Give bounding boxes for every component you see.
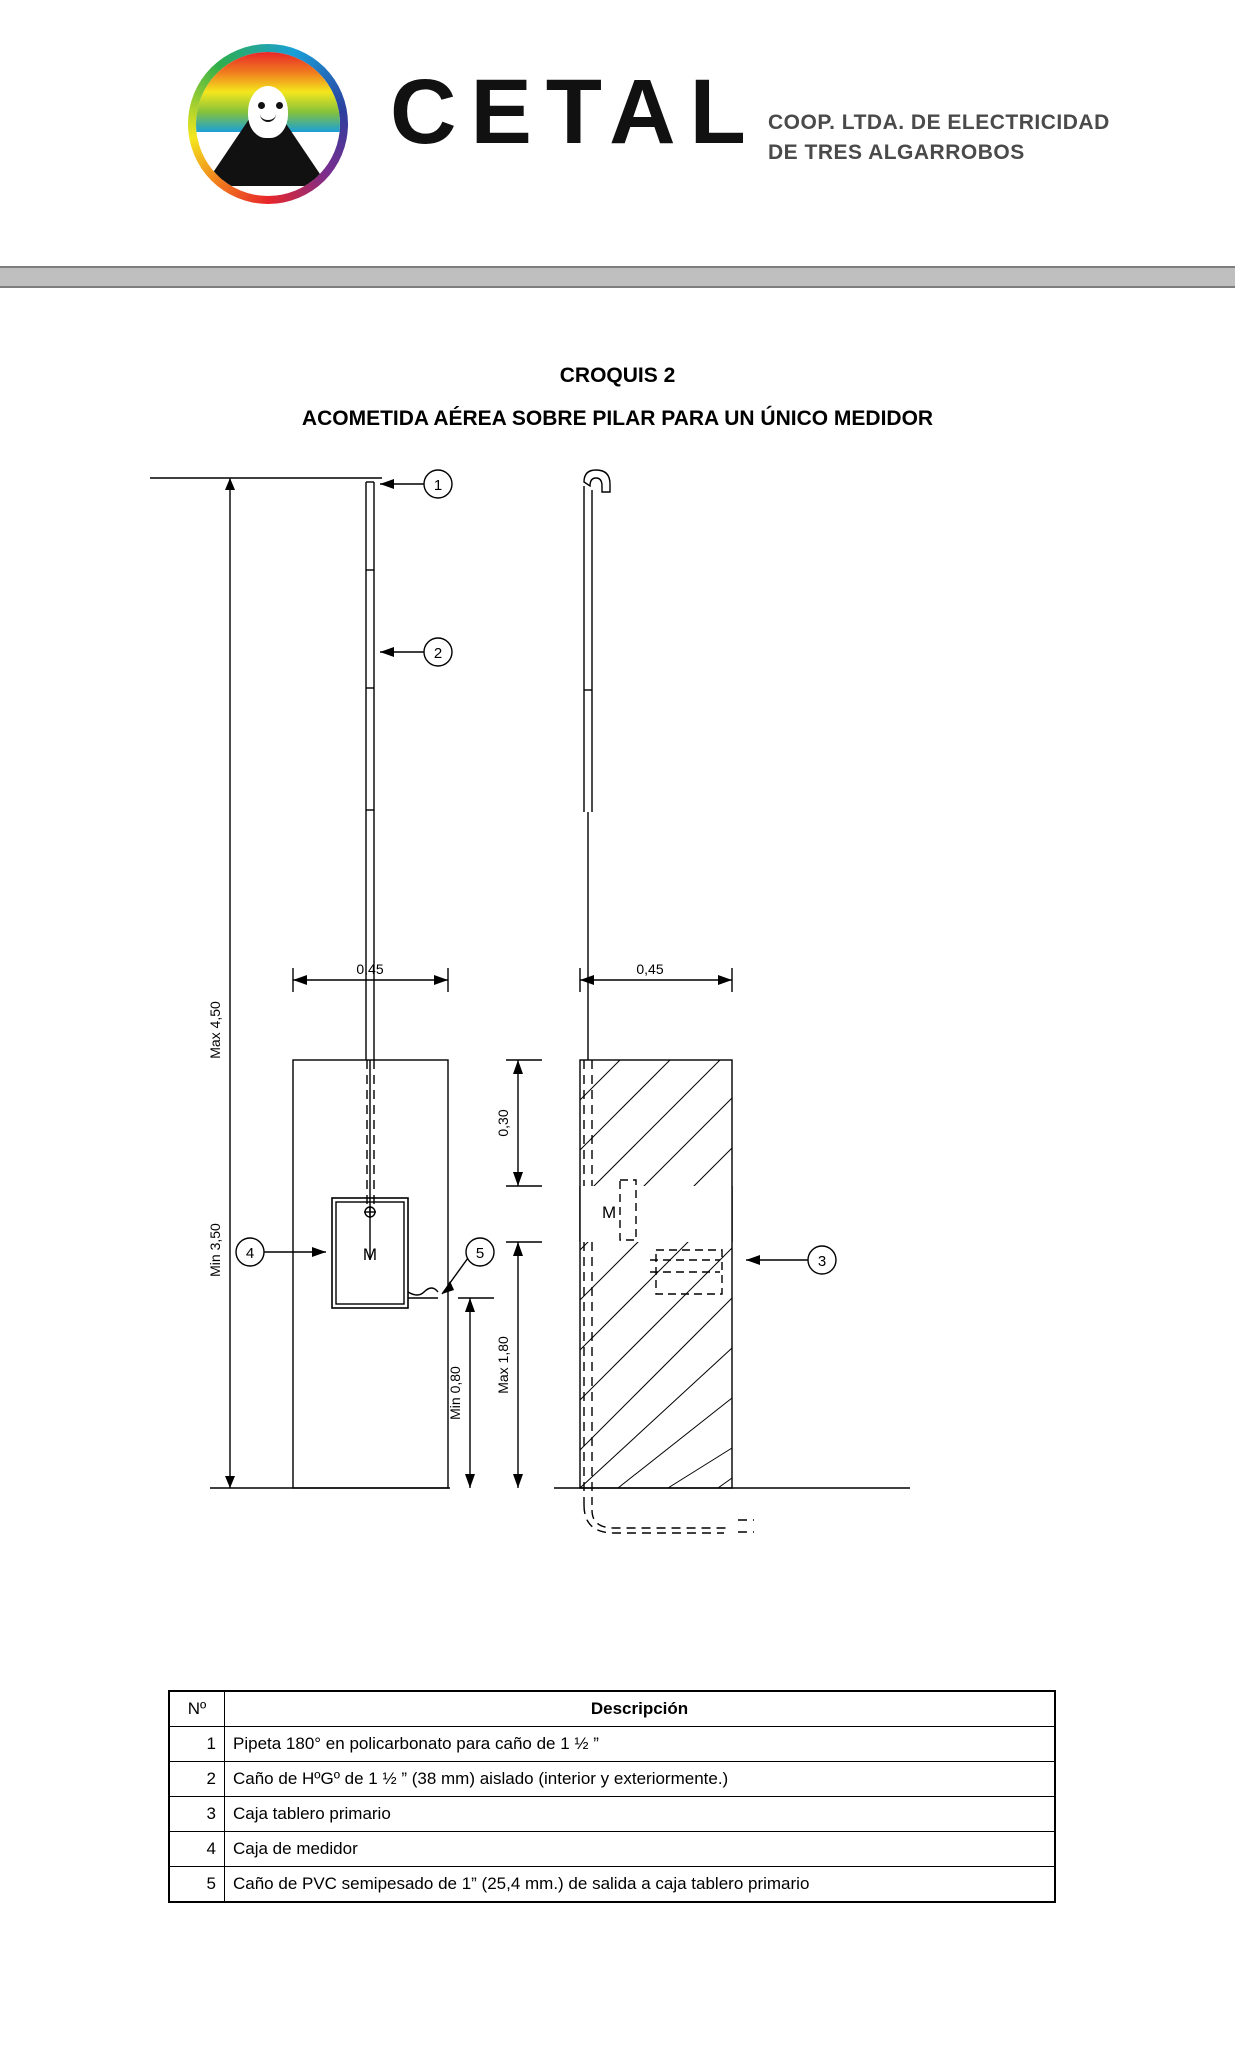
table-row xyxy=(169,1762,1055,1797)
page-subtitle: ACOMETIDA AÉREA SOBRE PILAR PARA UN ÚNICO MEDIDOR xyxy=(301,407,934,430)
table-row xyxy=(169,1797,1055,1832)
legend-table xyxy=(168,1690,1056,1903)
dimension-top-depth: 0,30 xyxy=(495,1109,511,1137)
logo-letter: L xyxy=(322,168,330,178)
callout-1-label: 1 xyxy=(433,477,443,494)
row-num: 4 xyxy=(169,1832,225,1867)
page-header xyxy=(0,0,1235,266)
callout-2-label: 2 xyxy=(433,645,443,662)
dimension-meter-max: Max 1,80 xyxy=(495,1336,511,1394)
logo-eye-right-icon xyxy=(276,102,283,109)
row-desc: Caño de PVC semipesado de 1” (25,4 mm.) de salida a caja tablero primario xyxy=(225,1867,1056,1903)
column-header-desc: Descripción xyxy=(225,1691,1056,1727)
row-desc: Caja tablero primario xyxy=(225,1797,1056,1832)
brand-tagline-line2: DE TRES ALGARROBOS xyxy=(768,141,1025,165)
row-desc: Caja de medidor xyxy=(225,1832,1056,1867)
row-num: 2 xyxy=(169,1762,225,1797)
callout-5-label: 5 xyxy=(475,1245,485,1262)
header-divider xyxy=(0,266,1235,288)
brand-tagline-line1: COOP. LTDA. DE ELECTRICIDAD xyxy=(768,111,1110,134)
dimension-height-max: Max 4,50 xyxy=(207,1001,223,1059)
row-num: 1 xyxy=(169,1727,225,1762)
page-title: CROQUIS 2 xyxy=(559,364,676,387)
row-desc: Caño de HºGº de 1 ½ ” (38 mm) aislado (interior y exteriormente.) xyxy=(225,1762,1056,1797)
cetal-logo xyxy=(188,44,348,204)
row-desc: Pipeta 180° en policarbonato para caño de 1 ½ ” xyxy=(225,1727,1056,1762)
brand-name: CETAL xyxy=(390,61,760,163)
table-row xyxy=(169,1867,1055,1903)
dimension-width-left: 0,45 xyxy=(356,961,384,977)
dimension-meter-min: Min 0,80 xyxy=(447,1366,463,1420)
table-row xyxy=(169,1727,1055,1762)
logo-inner-disc xyxy=(196,52,340,196)
logo-letter: C xyxy=(206,168,215,178)
svg-text:M: M xyxy=(362,1245,378,1264)
dimension-height-min: Min 3,50 xyxy=(207,1223,223,1277)
callout-4-label: 4 xyxy=(245,1245,255,1262)
table-header-row xyxy=(169,1691,1055,1727)
logo-eye-left-icon xyxy=(258,102,265,109)
table-row xyxy=(169,1832,1055,1867)
brand-tagline xyxy=(768,108,1110,169)
technical-drawing xyxy=(150,460,1080,1690)
dimension-width-right: 0,45 xyxy=(636,961,664,977)
logo-letter: E xyxy=(236,168,244,178)
row-num: 5 xyxy=(169,1867,225,1903)
logo-letter: T xyxy=(265,168,272,178)
column-header-num: Nº xyxy=(169,1691,225,1727)
row-num: 3 xyxy=(169,1797,225,1832)
logo-letters xyxy=(196,168,340,178)
callout-3-label: 3 xyxy=(817,1253,827,1270)
logo-letter: A xyxy=(293,168,301,178)
svg-text:M: M xyxy=(602,1203,617,1222)
